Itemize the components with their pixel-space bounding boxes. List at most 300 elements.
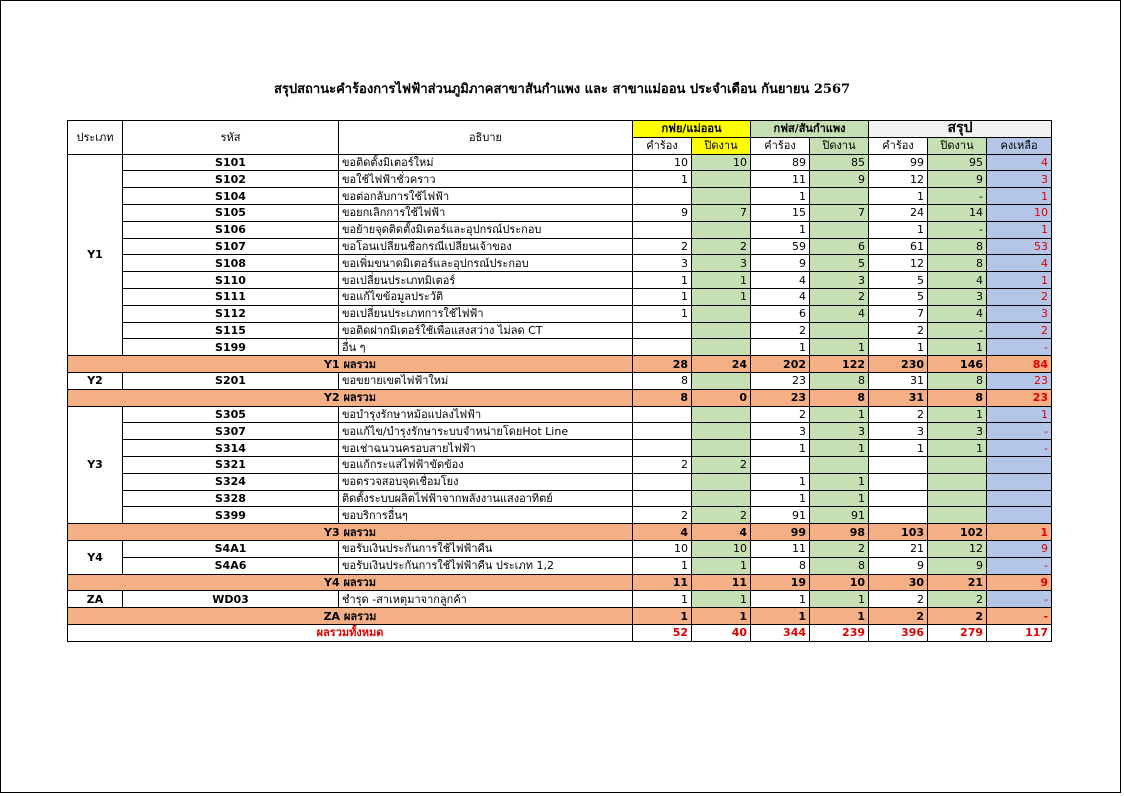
grand-total-row: [68, 624, 1052, 641]
summary-closed-cell: 9: [928, 557, 987, 574]
code-cell: WD03: [123, 591, 339, 608]
sankamphaeng-request-cell: 11: [751, 540, 810, 557]
maeon-request-cell: 2: [633, 238, 692, 255]
table-row: [68, 221, 1052, 238]
summary-remaining-cell: [987, 456, 1052, 473]
summary-closed-cell: -: [928, 322, 987, 339]
code-cell: S107: [123, 238, 339, 255]
summary-request-cell: 1: [869, 188, 928, 205]
grand-total-value: 117: [987, 624, 1052, 641]
table-row: [68, 238, 1052, 255]
sankamphaeng-request-cell: 4: [751, 288, 810, 305]
maeon-request-cell: [633, 473, 692, 490]
subtotal-value: 8: [633, 389, 692, 406]
maeon-closed-cell: 10: [692, 540, 751, 557]
code-cell: S4A6: [123, 557, 339, 574]
summary-closed-cell: -: [928, 221, 987, 238]
maeon-request-cell: 2: [633, 456, 692, 473]
sankamphaeng-closed-cell: 7: [810, 204, 869, 221]
subtotal-remaining: -: [987, 608, 1052, 625]
maeon-request-cell: 10: [633, 540, 692, 557]
summary-remaining-cell: 10: [987, 204, 1052, 221]
summary-closed-cell: 9: [928, 171, 987, 188]
subtotal-remaining: 9: [987, 574, 1052, 591]
sankamphaeng-closed-cell: 1: [810, 591, 869, 608]
code-cell: S305: [123, 406, 339, 423]
subtotal-value: 99: [751, 524, 810, 541]
code-cell: S112: [123, 305, 339, 322]
summary-request-cell: 2: [869, 591, 928, 608]
maeon-request-cell: [633, 423, 692, 440]
summary-remaining-cell: -: [987, 591, 1052, 608]
header-closed: ปิดงาน: [928, 137, 987, 154]
sankamphaeng-closed-cell: 4: [810, 305, 869, 322]
summary-closed-cell: 8: [928, 255, 987, 272]
grand-total-value: 239: [810, 624, 869, 641]
code-cell: S328: [123, 490, 339, 507]
summary-remaining-cell: 2: [987, 288, 1052, 305]
subtotal-label: Y1 ผลรวม: [68, 356, 633, 373]
subtotal-value: 1: [633, 608, 692, 625]
table-row: [68, 406, 1052, 423]
sankamphaeng-closed-cell: 1: [810, 339, 869, 356]
subtotal-value: 8: [928, 389, 987, 406]
subtotal-value: 2: [869, 608, 928, 625]
subtotal-row: [68, 524, 1052, 541]
sankamphaeng-request-cell: 1: [751, 221, 810, 238]
sankamphaeng-request-cell: 6: [751, 305, 810, 322]
sankamphaeng-request-cell: 91: [751, 507, 810, 524]
code-cell: S307: [123, 423, 339, 440]
description-cell: ขอบริการอื่นๆ: [339, 507, 633, 524]
maeon-closed-cell: 2: [692, 456, 751, 473]
summary-closed-cell: 1: [928, 440, 987, 457]
summary-closed-cell: 8: [928, 372, 987, 389]
description-cell: อื่น ๆ: [339, 339, 633, 356]
header-description: อธิบาย: [339, 121, 633, 155]
maeon-closed-cell: [692, 423, 751, 440]
description-cell: ขอแก้ไข/บำรุงรักษาระบบจำหน่ายโดยHot Line: [339, 423, 633, 440]
code-cell: S199: [123, 339, 339, 356]
subtotal-remaining: 1: [987, 524, 1052, 541]
code-cell: S324: [123, 473, 339, 490]
summary-request-cell: 5: [869, 272, 928, 289]
summary-table: [67, 120, 1052, 642]
summary-remaining-cell: 53: [987, 238, 1052, 255]
sankamphaeng-request-cell: 59: [751, 238, 810, 255]
maeon-closed-cell: 7: [692, 204, 751, 221]
description-cell: ขอแก้ไขข้อมูลประวัติ: [339, 288, 633, 305]
maeon-closed-cell: 2: [692, 507, 751, 524]
sankamphaeng-closed-cell: 1: [810, 406, 869, 423]
sankamphaeng-request-cell: [751, 456, 810, 473]
summary-request-cell: 99: [869, 154, 928, 171]
grand-total-value: 344: [751, 624, 810, 641]
sankamphaeng-closed-cell: 2: [810, 540, 869, 557]
type-cell: Y3: [68, 406, 123, 524]
summary-closed-cell: 8: [928, 238, 987, 255]
grand-total-label: ผลรวมทั้งหมด: [68, 624, 633, 641]
type-cell: Y4: [68, 540, 123, 574]
sankamphaeng-request-cell: 1: [751, 591, 810, 608]
subtotal-value: 19: [751, 574, 810, 591]
description-cell: ชำรุด -สาเหตุมาจากลูกค้า: [339, 591, 633, 608]
maeon-request-cell: [633, 406, 692, 423]
sankamphaeng-closed-cell: 9: [810, 171, 869, 188]
maeon-request-cell: 3: [633, 255, 692, 272]
subtotal-value: 103: [869, 524, 928, 541]
maeon-closed-cell: [692, 221, 751, 238]
maeon-closed-cell: 2: [692, 238, 751, 255]
summary-remaining-cell: -: [987, 423, 1052, 440]
code-cell: S4A1: [123, 540, 339, 557]
maeon-request-cell: 10: [633, 154, 692, 171]
subtotal-value: 28: [633, 356, 692, 373]
description-cell: ขอใช้ไฟฟ้าชั่วคราว: [339, 171, 633, 188]
summary-closed-cell: [928, 507, 987, 524]
sankamphaeng-request-cell: 8: [751, 557, 810, 574]
code-cell: S105: [123, 204, 339, 221]
table-row: [68, 423, 1052, 440]
sankamphaeng-closed-cell: 1: [810, 490, 869, 507]
maeon-request-cell: 2: [633, 507, 692, 524]
type-cell: ZA: [68, 591, 123, 608]
summary-request-cell: 2: [869, 322, 928, 339]
code-cell: S101: [123, 154, 339, 171]
maeon-closed-cell: [692, 171, 751, 188]
code-cell: S314: [123, 440, 339, 457]
summary-closed-cell: 12: [928, 540, 987, 557]
sankamphaeng-request-cell: 1: [751, 188, 810, 205]
subtotal-value: 230: [869, 356, 928, 373]
description-cell: ขอติดฝากมิเตอร์ใช้เพื่อแสงสว่าง ไม่ลด CT: [339, 322, 633, 339]
subtotal-value: 146: [928, 356, 987, 373]
subtotal-value: 24: [692, 356, 751, 373]
maeon-request-cell: 8: [633, 372, 692, 389]
sankamphaeng-closed-cell: 5: [810, 255, 869, 272]
summary-request-cell: 7: [869, 305, 928, 322]
table-row: [68, 440, 1052, 457]
header-request: คำร้อง: [869, 137, 928, 154]
description-cell: ขอแก้กระแสไฟฟ้าขัดข้อง: [339, 456, 633, 473]
sankamphaeng-request-cell: 15: [751, 204, 810, 221]
code-cell: S115: [123, 322, 339, 339]
description-cell: ขอเพิ่มขนาดมิเตอร์และอุปกรณ์ประกอบ: [339, 255, 633, 272]
summary-closed-cell: 14: [928, 204, 987, 221]
sankamphaeng-closed-cell: 1: [810, 440, 869, 457]
maeon-request-cell: 1: [633, 288, 692, 305]
maeon-closed-cell: [692, 339, 751, 356]
sankamphaeng-closed-cell: 91: [810, 507, 869, 524]
table-row: [68, 591, 1052, 608]
sankamphaeng-closed-cell: 1: [810, 473, 869, 490]
table-row: [68, 171, 1052, 188]
subtotal-value: 1: [810, 608, 869, 625]
maeon-request-cell: 1: [633, 305, 692, 322]
summary-remaining-cell: -: [987, 557, 1052, 574]
description-cell: ขอเปลี่ยนประเภทการใช้ไฟฟ้า: [339, 305, 633, 322]
summary-request-cell: 61: [869, 238, 928, 255]
summary-request-cell: [869, 456, 928, 473]
summary-remaining-cell: 1: [987, 188, 1052, 205]
sankamphaeng-closed-cell: 6: [810, 238, 869, 255]
table-row: [68, 322, 1052, 339]
table-row: [68, 339, 1052, 356]
sankamphaeng-request-cell: 1: [751, 490, 810, 507]
header-type: ประเภท: [68, 121, 123, 155]
header-closed: ปิดงาน: [810, 137, 869, 154]
summary-request-cell: [869, 490, 928, 507]
sankamphaeng-request-cell: 1: [751, 473, 810, 490]
header-group-maeon: กฟย/แม่ออน: [633, 121, 751, 138]
sankamphaeng-closed-cell: [810, 456, 869, 473]
maeon-closed-cell: 1: [692, 288, 751, 305]
type-cell: Y2: [68, 372, 123, 389]
code-cell: S399: [123, 507, 339, 524]
maeon-request-cell: [633, 440, 692, 457]
summary-request-cell: [869, 507, 928, 524]
summary-remaining-cell: 9: [987, 540, 1052, 557]
summary-remaining-cell: 3: [987, 171, 1052, 188]
summary-request-cell: 12: [869, 171, 928, 188]
header-request: คำร้อง: [751, 137, 810, 154]
description-cell: ขอติดตั้งมิเตอร์ใหม่: [339, 154, 633, 171]
subtotal-value: 1: [751, 608, 810, 625]
header-group-sankamphaeng: กฟส/สันกำแพง: [751, 121, 869, 138]
table-row: [68, 372, 1052, 389]
summary-remaining-cell: 2: [987, 322, 1052, 339]
summary-request-cell: 1: [869, 440, 928, 457]
summary-request-cell: 12: [869, 255, 928, 272]
description-cell: ขอต่อกลับการใช้ไฟฟ้า: [339, 188, 633, 205]
summary-remaining-cell: 4: [987, 154, 1052, 171]
description-cell: ติดตั้งระบบผลิตไฟฟ้าจากพลังงานแสงอาทิตย์: [339, 490, 633, 507]
description-cell: ขอรับเงินประกันการใช้ไฟฟ้าคืน ประเภท 1,2: [339, 557, 633, 574]
summary-remaining-cell: 1: [987, 406, 1052, 423]
description-cell: ขอขยายเขตไฟฟ้าใหม่: [339, 372, 633, 389]
maeon-request-cell: 9: [633, 204, 692, 221]
sankamphaeng-closed-cell: [810, 322, 869, 339]
table-row: [68, 154, 1052, 171]
summary-closed-cell: 3: [928, 288, 987, 305]
summary-request-cell: 1: [869, 221, 928, 238]
description-cell: ขอเช่าฉนวนครอบสายไฟฟ้า: [339, 440, 633, 457]
maeon-closed-cell: [692, 406, 751, 423]
summary-remaining-cell: 1: [987, 272, 1052, 289]
summary-remaining-cell: 1: [987, 221, 1052, 238]
maeon-closed-cell: [692, 372, 751, 389]
summary-closed-cell: 3: [928, 423, 987, 440]
subtotal-label: Y4 ผลรวม: [68, 574, 633, 591]
summary-remaining-cell: 3: [987, 305, 1052, 322]
summary-closed-cell: -: [928, 188, 987, 205]
summary-remaining-cell: 23: [987, 372, 1052, 389]
subtotal-remaining: 84: [987, 356, 1052, 373]
maeon-closed-cell: [692, 440, 751, 457]
description-cell: ขอย้ายจุดติดตั้งมิเตอร์และอุปกรณ์ประกอบ: [339, 221, 633, 238]
summary-closed-cell: 1: [928, 406, 987, 423]
summary-request-cell: 21: [869, 540, 928, 557]
subtotal-label: Y2 ผลรวม: [68, 389, 633, 406]
code-cell: S104: [123, 188, 339, 205]
subtotal-label: ZA ผลรวม: [68, 608, 633, 625]
code-cell: S111: [123, 288, 339, 305]
sankamphaeng-request-cell: 4: [751, 272, 810, 289]
description-cell: ขอยกเลิกการใช้ไฟฟ้า: [339, 204, 633, 221]
maeon-closed-cell: [692, 490, 751, 507]
subtotal-row: [68, 356, 1052, 373]
subtotal-value: 8: [810, 389, 869, 406]
maeon-closed-cell: 3: [692, 255, 751, 272]
summary-closed-cell: 1: [928, 339, 987, 356]
summary-remaining-cell: 4: [987, 255, 1052, 272]
table-row: [68, 473, 1052, 490]
subtotal-value: 122: [810, 356, 869, 373]
code-cell: S102: [123, 171, 339, 188]
subtotal-value: 30: [869, 574, 928, 591]
code-cell: S201: [123, 372, 339, 389]
summary-closed-cell: [928, 473, 987, 490]
subtotal-value: 11: [633, 574, 692, 591]
maeon-closed-cell: [692, 305, 751, 322]
maeon-request-cell: 1: [633, 171, 692, 188]
grand-total-value: 396: [869, 624, 928, 641]
summary-request-cell: 1: [869, 339, 928, 356]
code-cell: S321: [123, 456, 339, 473]
maeon-request-cell: [633, 322, 692, 339]
table-row: [68, 288, 1052, 305]
sankamphaeng-closed-cell: 85: [810, 154, 869, 171]
description-cell: ขอบำรุงรักษาหม้อแปลงไฟฟ้า: [339, 406, 633, 423]
subtotal-value: 21: [928, 574, 987, 591]
subtotal-value: 10: [810, 574, 869, 591]
summary-closed-cell: [928, 456, 987, 473]
maeon-closed-cell: [692, 322, 751, 339]
code-cell: S108: [123, 255, 339, 272]
summary-request-cell: 9: [869, 557, 928, 574]
summary-remaining-cell: [987, 507, 1052, 524]
summary-closed-cell: [928, 490, 987, 507]
header-code: รหัส: [123, 121, 339, 155]
maeon-request-cell: 1: [633, 591, 692, 608]
summary-closed-cell: 95: [928, 154, 987, 171]
sankamphaeng-request-cell: 23: [751, 372, 810, 389]
summary-request-cell: 3: [869, 423, 928, 440]
summary-closed-cell: 4: [928, 305, 987, 322]
description-cell: ขอเปลี่ยนประเภทมิเตอร์: [339, 272, 633, 289]
sankamphaeng-request-cell: 2: [751, 322, 810, 339]
table-row: [68, 272, 1052, 289]
maeon-request-cell: [633, 490, 692, 507]
grand-total-value: 40: [692, 624, 751, 641]
subtotal-value: 0: [692, 389, 751, 406]
summary-remaining-cell: -: [987, 440, 1052, 457]
summary-request-cell: [869, 473, 928, 490]
type-cell: Y1: [68, 154, 123, 356]
table-row: [68, 490, 1052, 507]
maeon-request-cell: 1: [633, 272, 692, 289]
grand-total-value: 279: [928, 624, 987, 641]
subtotal-value: 102: [928, 524, 987, 541]
description-cell: ขอโอนเปลี่ยนชื่อกรณีเปลี่ยนเจ้าของ: [339, 238, 633, 255]
summary-request-cell: 2: [869, 406, 928, 423]
grand-total-value: 52: [633, 624, 692, 641]
table-row: [68, 305, 1052, 322]
subtotal-value: 4: [633, 524, 692, 541]
subtotal-value: 2: [928, 608, 987, 625]
subtotal-remaining: 23: [987, 389, 1052, 406]
subtotal-row: [68, 574, 1052, 591]
report-title: สรุปสถานะคำร้องการไฟฟ้าส่วนภูมิภาคสาขาสันกำแพง และ สาขาแม่ออน ประจำเดือน กันยายน 2567: [273, 82, 851, 97]
sankamphaeng-request-cell: 3: [751, 423, 810, 440]
maeon-closed-cell: 1: [692, 272, 751, 289]
subtotal-value: 4: [692, 524, 751, 541]
summary-remaining-cell: [987, 473, 1052, 490]
header-closed: ปิดงาน: [692, 137, 751, 154]
sankamphaeng-request-cell: 89: [751, 154, 810, 171]
subtotal-value: 11: [692, 574, 751, 591]
subtotal-value: 98: [810, 524, 869, 541]
code-cell: S106: [123, 221, 339, 238]
table-row: [68, 557, 1052, 574]
subtotal-row: [68, 389, 1052, 406]
subtotal-value: 31: [869, 389, 928, 406]
description-cell: ขอรับเงินประกันการใช้ไฟฟ้าคืน: [339, 540, 633, 557]
sankamphaeng-closed-cell: 8: [810, 557, 869, 574]
sankamphaeng-closed-cell: 3: [810, 423, 869, 440]
maeon-closed-cell: [692, 473, 751, 490]
sankamphaeng-request-cell: 9: [751, 255, 810, 272]
sankamphaeng-request-cell: 1: [751, 339, 810, 356]
subtotal-value: 1: [692, 608, 751, 625]
sankamphaeng-closed-cell: 8: [810, 372, 869, 389]
code-cell: S110: [123, 272, 339, 289]
table-row: [68, 456, 1052, 473]
maeon-request-cell: [633, 221, 692, 238]
description-cell: ขอตรวจสอบจุดเชื่อมโยง: [339, 473, 633, 490]
summary-closed-cell: 2: [928, 591, 987, 608]
header-group-summary: สรุป: [869, 121, 1052, 138]
subtotal-value: 202: [751, 356, 810, 373]
summary-remaining-cell: [987, 490, 1052, 507]
subtotal-label: Y3 ผลรวม: [68, 524, 633, 541]
sankamphaeng-request-cell: 1: [751, 440, 810, 457]
sankamphaeng-closed-cell: 2: [810, 288, 869, 305]
summary-request-cell: 31: [869, 372, 928, 389]
maeon-closed-cell: 1: [692, 591, 751, 608]
sankamphaeng-closed-cell: 3: [810, 272, 869, 289]
maeon-closed-cell: 1: [692, 557, 751, 574]
summary-closed-cell: 4: [928, 272, 987, 289]
maeon-closed-cell: [692, 188, 751, 205]
summary-request-cell: 5: [869, 288, 928, 305]
table-row: [68, 255, 1052, 272]
summary-remaining-cell: -: [987, 339, 1052, 356]
subtotal-value: 23: [751, 389, 810, 406]
maeon-request-cell: 1: [633, 557, 692, 574]
header-remaining: คงเหลือ: [987, 137, 1052, 154]
table-row: [68, 507, 1052, 524]
subtotal-row: [68, 608, 1052, 625]
maeon-closed-cell: 10: [692, 154, 751, 171]
summary-request-cell: 24: [869, 204, 928, 221]
sankamphaeng-request-cell: 2: [751, 406, 810, 423]
table-row: [68, 188, 1052, 205]
table-row: [68, 204, 1052, 221]
sankamphaeng-closed-cell: [810, 221, 869, 238]
sankamphaeng-closed-cell: [810, 188, 869, 205]
table-row: [68, 540, 1052, 557]
